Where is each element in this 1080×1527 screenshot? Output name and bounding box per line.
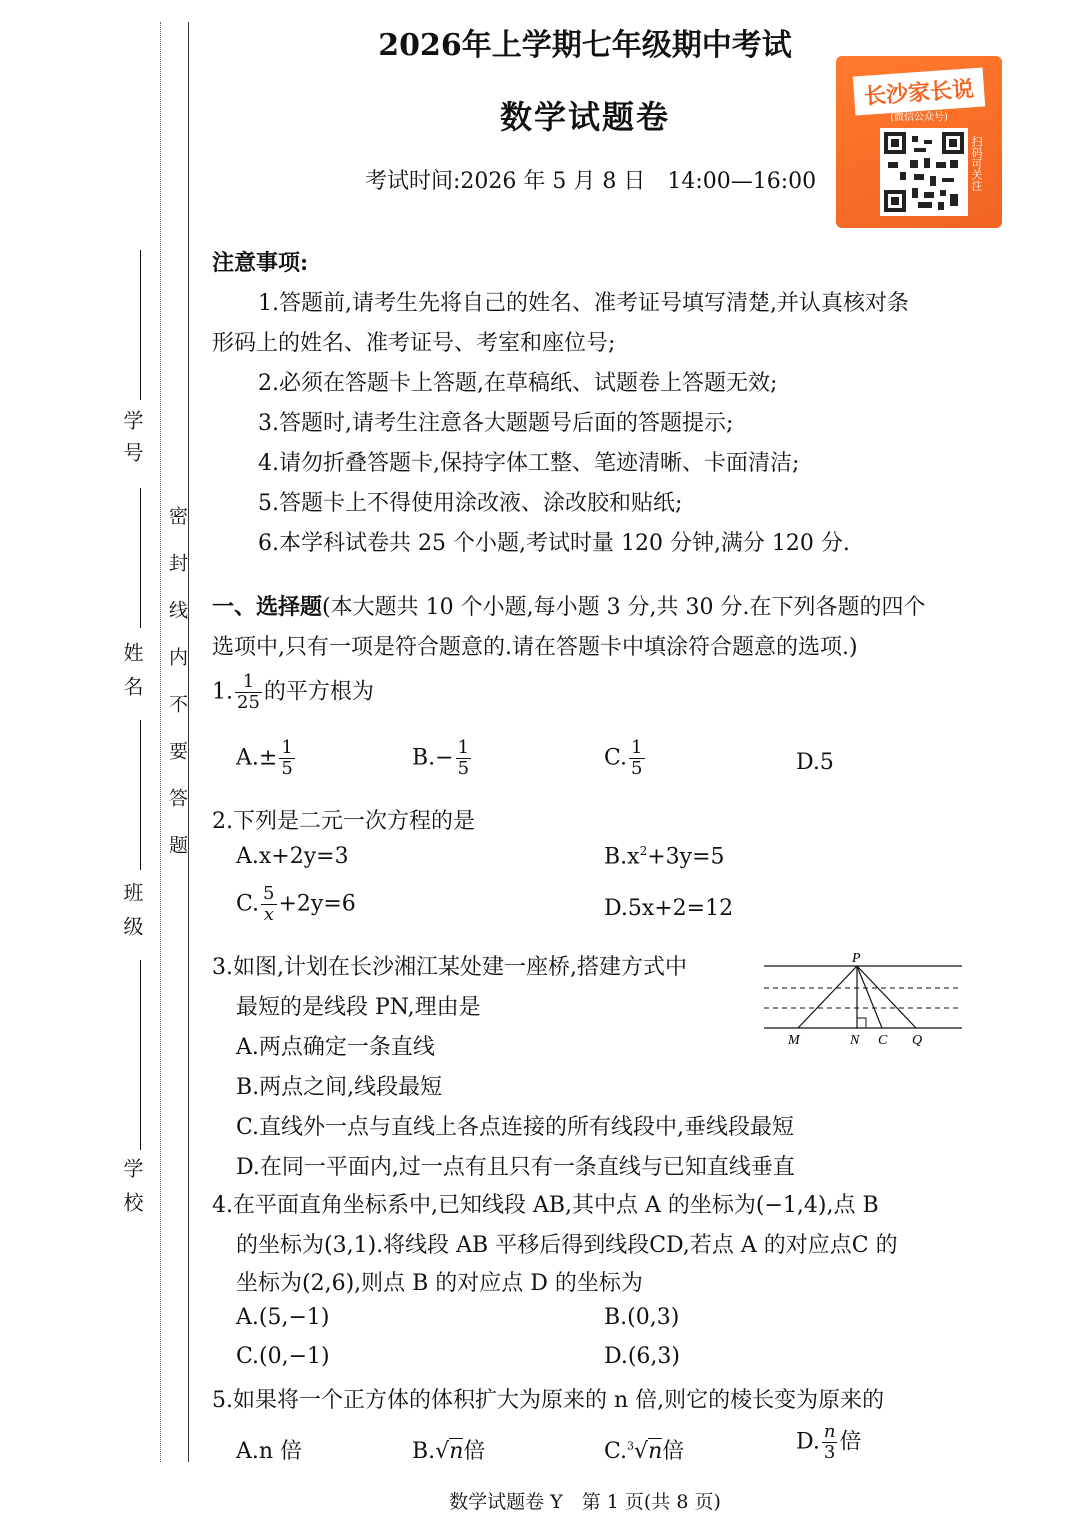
- q1-option-a: A.± $\frac{1}{5}$: [236, 737, 293, 779]
- question-4-line-3: 坐标为(2,6),则点 B 的对应点 D 的坐标为: [236, 1271, 643, 1296]
- segment-PM: [798, 966, 857, 1028]
- school-label: 学校: [120, 1158, 144, 1226]
- notice-item-3: 3.答题时,请考生注意各大题题号后面的答题提示;: [258, 411, 734, 436]
- question-3-line-1: 3.如图,计划在长沙湘江某处建一座桥,搭建方式中: [212, 955, 687, 980]
- question-3-line-2: 最短的是线段 PN,理由是: [236, 995, 481, 1020]
- exam-title: 2026年上学期七年级期中考试: [378, 28, 792, 63]
- q1-option-c: C. $\frac{1}{5}$: [604, 737, 643, 779]
- question-2: 2.下列是二元一次方程的是: [212, 809, 475, 834]
- paper-subtitle: 数学试题卷: [499, 98, 670, 136]
- wechat-badge: [836, 56, 1002, 228]
- badge-brand: 长沙家长说: [853, 68, 985, 116]
- q3-bridge-figure: [760, 946, 966, 1050]
- cbrt-icon: √: [634, 1439, 649, 1464]
- notice-heading: 注意事项:: [212, 250, 309, 276]
- q5-option-d: D. $\frac{n}{3}$ 倍: [796, 1421, 862, 1463]
- label-M: M: [788, 1033, 800, 1048]
- notice-item-5: 5.答题卡上不得使用涂改液、涂改胶和贴纸;: [258, 491, 683, 516]
- label-Q: Q: [912, 1033, 923, 1048]
- q3-option-d: D.在同一平面内,过一点有且只有一条直线与已知直线垂直: [236, 1155, 795, 1180]
- question-5: 5.如果将一个正方体的体积扩大为原来的 n 倍,则它的棱长变为原来的: [212, 1388, 885, 1413]
- student-id-blank: [140, 250, 141, 400]
- q1-fraction: $\frac{1}{25}$: [237, 671, 260, 713]
- q1-option-d: D.5: [796, 750, 834, 775]
- badge-sub: (微信公众号): [890, 112, 948, 123]
- question-1: [212, 672, 374, 713]
- school-blank: [140, 960, 141, 1150]
- sqrt-icon: √: [435, 1439, 450, 1464]
- notice-item-1-cont: 形码上的姓名、准考证号、考室和座位号;: [212, 331, 616, 356]
- q4-option-d: D.(6,3): [604, 1344, 681, 1369]
- label-N: N: [850, 1033, 860, 1048]
- section-1-desc: (本大题共 10 个小题,每小题 3 分,共 30 分.在下列各题的四个: [322, 595, 926, 620]
- name-label: 姓名: [120, 642, 144, 710]
- notice-item-1: 1.答题前,请考生先将自己的姓名、准考证号填写清楚,并认真核对条: [258, 291, 909, 316]
- student-id-label: 学号: [120, 410, 144, 474]
- q5-option-a: A.n 倍: [236, 1439, 303, 1464]
- q2-option-d: D.5x+2=12: [604, 896, 734, 921]
- section-1-heading: 一、选择题: [212, 594, 323, 620]
- right-angle-mark: [857, 1018, 866, 1028]
- q4-option-b: B.(0,3): [604, 1305, 680, 1330]
- label-P: P: [852, 951, 861, 966]
- q2-option-b: $B.x^2+3y=5$: [604, 844, 725, 870]
- notice-item-4: 4.请勿折叠答题卡,保持字体工整、笔迹清晰、卡面清洁;: [258, 451, 800, 476]
- q2-option-a: A.x+2y=3: [236, 844, 349, 869]
- badge-scan-hint: 扫码可关注: [970, 136, 983, 191]
- notice-item-2: 2.必须在答题卡上答题,在草稿纸、试题卷上答题无效;: [258, 371, 778, 396]
- q1-text: 的平方根为: [263, 679, 374, 705]
- section-1-intro: [212, 590, 926, 621]
- q3-option-c: C.直线外一点与直线上各点连接的所有线段中,垂线段最短: [236, 1115, 795, 1140]
- q2-option-c: C. $\frac{5}{x}$ +2y=6: [236, 883, 356, 925]
- q3-option-a: A.两点确定一条直线: [236, 1035, 435, 1060]
- qr-code: [880, 128, 968, 216]
- question-4-line-1: 4.在平面直角坐标系中,已知线段 AB,其中点 A 的坐标为(−1,4),点 B: [212, 1193, 879, 1218]
- class-blank: [140, 720, 141, 870]
- q4-option-c: C.(0,−1): [236, 1344, 330, 1369]
- notice-item-6: 6.本学科试卷共 25 个小题,考试时量 120 分钟,满分 120 分.: [258, 531, 850, 556]
- seal-notice: 密封线内不要答题: [166, 506, 188, 882]
- section-1-desc-cont: 选项中,只有一项是符合题意的.请在答题卡中填涂符合题意的选项.): [212, 635, 858, 660]
- class-label: 班级: [120, 882, 144, 950]
- label-C: C: [878, 1033, 888, 1048]
- segment-PC: [857, 966, 882, 1028]
- q5-option-b: B.√n倍: [412, 1439, 486, 1464]
- q1-option-b: B.− $\frac{1}{5}$: [412, 737, 470, 779]
- q5-option-c: C.$^3$√n倍: [604, 1439, 685, 1464]
- exam-time: 考试时间:2026 年 5 月 8 日 14:00—16:00: [365, 169, 817, 194]
- q4-option-a: A.(5,−1): [236, 1305, 330, 1330]
- name-blank: [140, 488, 141, 628]
- binding-dotted-line: [160, 22, 161, 1462]
- q1-number: 1.: [212, 679, 233, 705]
- question-4-line-2: 的坐标为(3,1).将线段 AB 平移后得到线段CD,若点 A 的对应点C 的: [236, 1233, 898, 1258]
- q3-option-b: B.两点之间,线段最短: [236, 1075, 443, 1100]
- page-footer: 数学试题卷 Y 第 1 页(共 8 页): [449, 1491, 721, 1513]
